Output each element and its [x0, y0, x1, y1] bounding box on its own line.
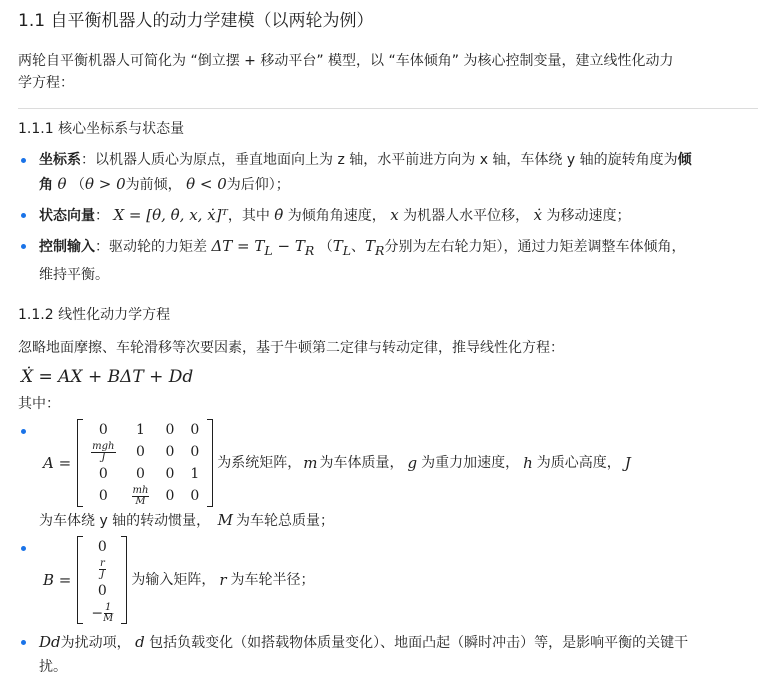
bold-label: 控制输入 [39, 239, 95, 255]
bold-term: 倾角 [39, 152, 692, 193]
page-title: 1.1 自平衡机器人的动力学建模（以两轮为例） [18, 11, 374, 31]
state-equation: Ẋ = AX + BΔT + Dd [21, 367, 194, 387]
dynamics-paragraph: 忽略地面摩擦、车轮滑移等次要因素，基于牛顿第二定律与转动定律，推导线性化方程： [18, 340, 564, 356]
matrix-a-lhs: A = [43, 454, 72, 472]
matrix-b-lhs: B = [43, 571, 72, 589]
list-item-matrix-b: B = 0 $\frac{r}{J}$ 0 − $\frac{1}{M}$ 为输入矩阵， r 为车轮半径； [18, 536, 699, 624]
intro-paragraph: 两轮自平衡机器人可简化为 “倒立摆 + 移动平台” 模型，以 “车体倾角” 为核心控制变量，建立线性化动力学方程： [18, 53, 674, 91]
list-item-disturbance: Dd为扰动项， d 包括负载变化（如搭载物体质量变化）、地面凸起（瞬时冲击）等，是影响平衡的关键干扰。 [18, 630, 699, 679]
coordinates-list [18, 148, 757, 287]
list-item-control-input: 控制输入：驱动轮的力矩差 $\Delta T = T_L - T_R$ （$T_L$、$T_R$分别为左右轮力矩），通过力矩差调整车体倾角，维持平衡。 [18, 234, 699, 287]
list-item-state-vector: 状态向量： X = [θ, θ̇, x, ẋ]ᵀ，其中 θ̇ 为倾角角速度， x 为机器人水平位移， ẋ 为移动速度； [18, 203, 699, 228]
matrix-b: 0 $\frac{r}{J}$ 0 − $\frac{1}{M}$ [77, 536, 127, 624]
matrix-list [18, 419, 757, 679]
divider [18, 108, 758, 109]
bold-label: 坐标系 [39, 152, 81, 168]
section-heading-dynamics: 1.1.2 线性化动力学方程 [18, 307, 171, 323]
torque-diff-formula: $\Delta T = T_L - T_R$ [211, 237, 315, 258]
section-heading-coordinates: 1.1.1 核心坐标系与状态量 [18, 121, 185, 137]
list-item-matrix-a: A = 0 1 0 0 $\frac{\text{mgh}}{J}$ 0 0 0 0 0 0 1 0 $\frac{mh}{M}$ 0 0 为系统矩阵， m 为车体质量， g 为重力加速度， h 为质心高度， J 为车体绕 y 轴的转动惯量， M 为车轮总质量； [18, 419, 719, 532]
bold-label: 状态向量 [39, 208, 95, 224]
where-label: 其中： [18, 396, 60, 412]
matrix-a: 0 1 0 0 $\frac{\text{mgh}}{J}$ 0 0 0 0 0 0 1 0 $\frac{mh}{M}$ 0 0 [77, 419, 213, 507]
list-item-coordinate-system: 坐标系：以机器人质心为原点，垂直地面向上为 z 轴，水平前进方向为 x 轴，车体绕 y 轴的旋转角度为倾角 θ （θ > 0为前倾， θ < 0为后仰）； [18, 148, 699, 197]
